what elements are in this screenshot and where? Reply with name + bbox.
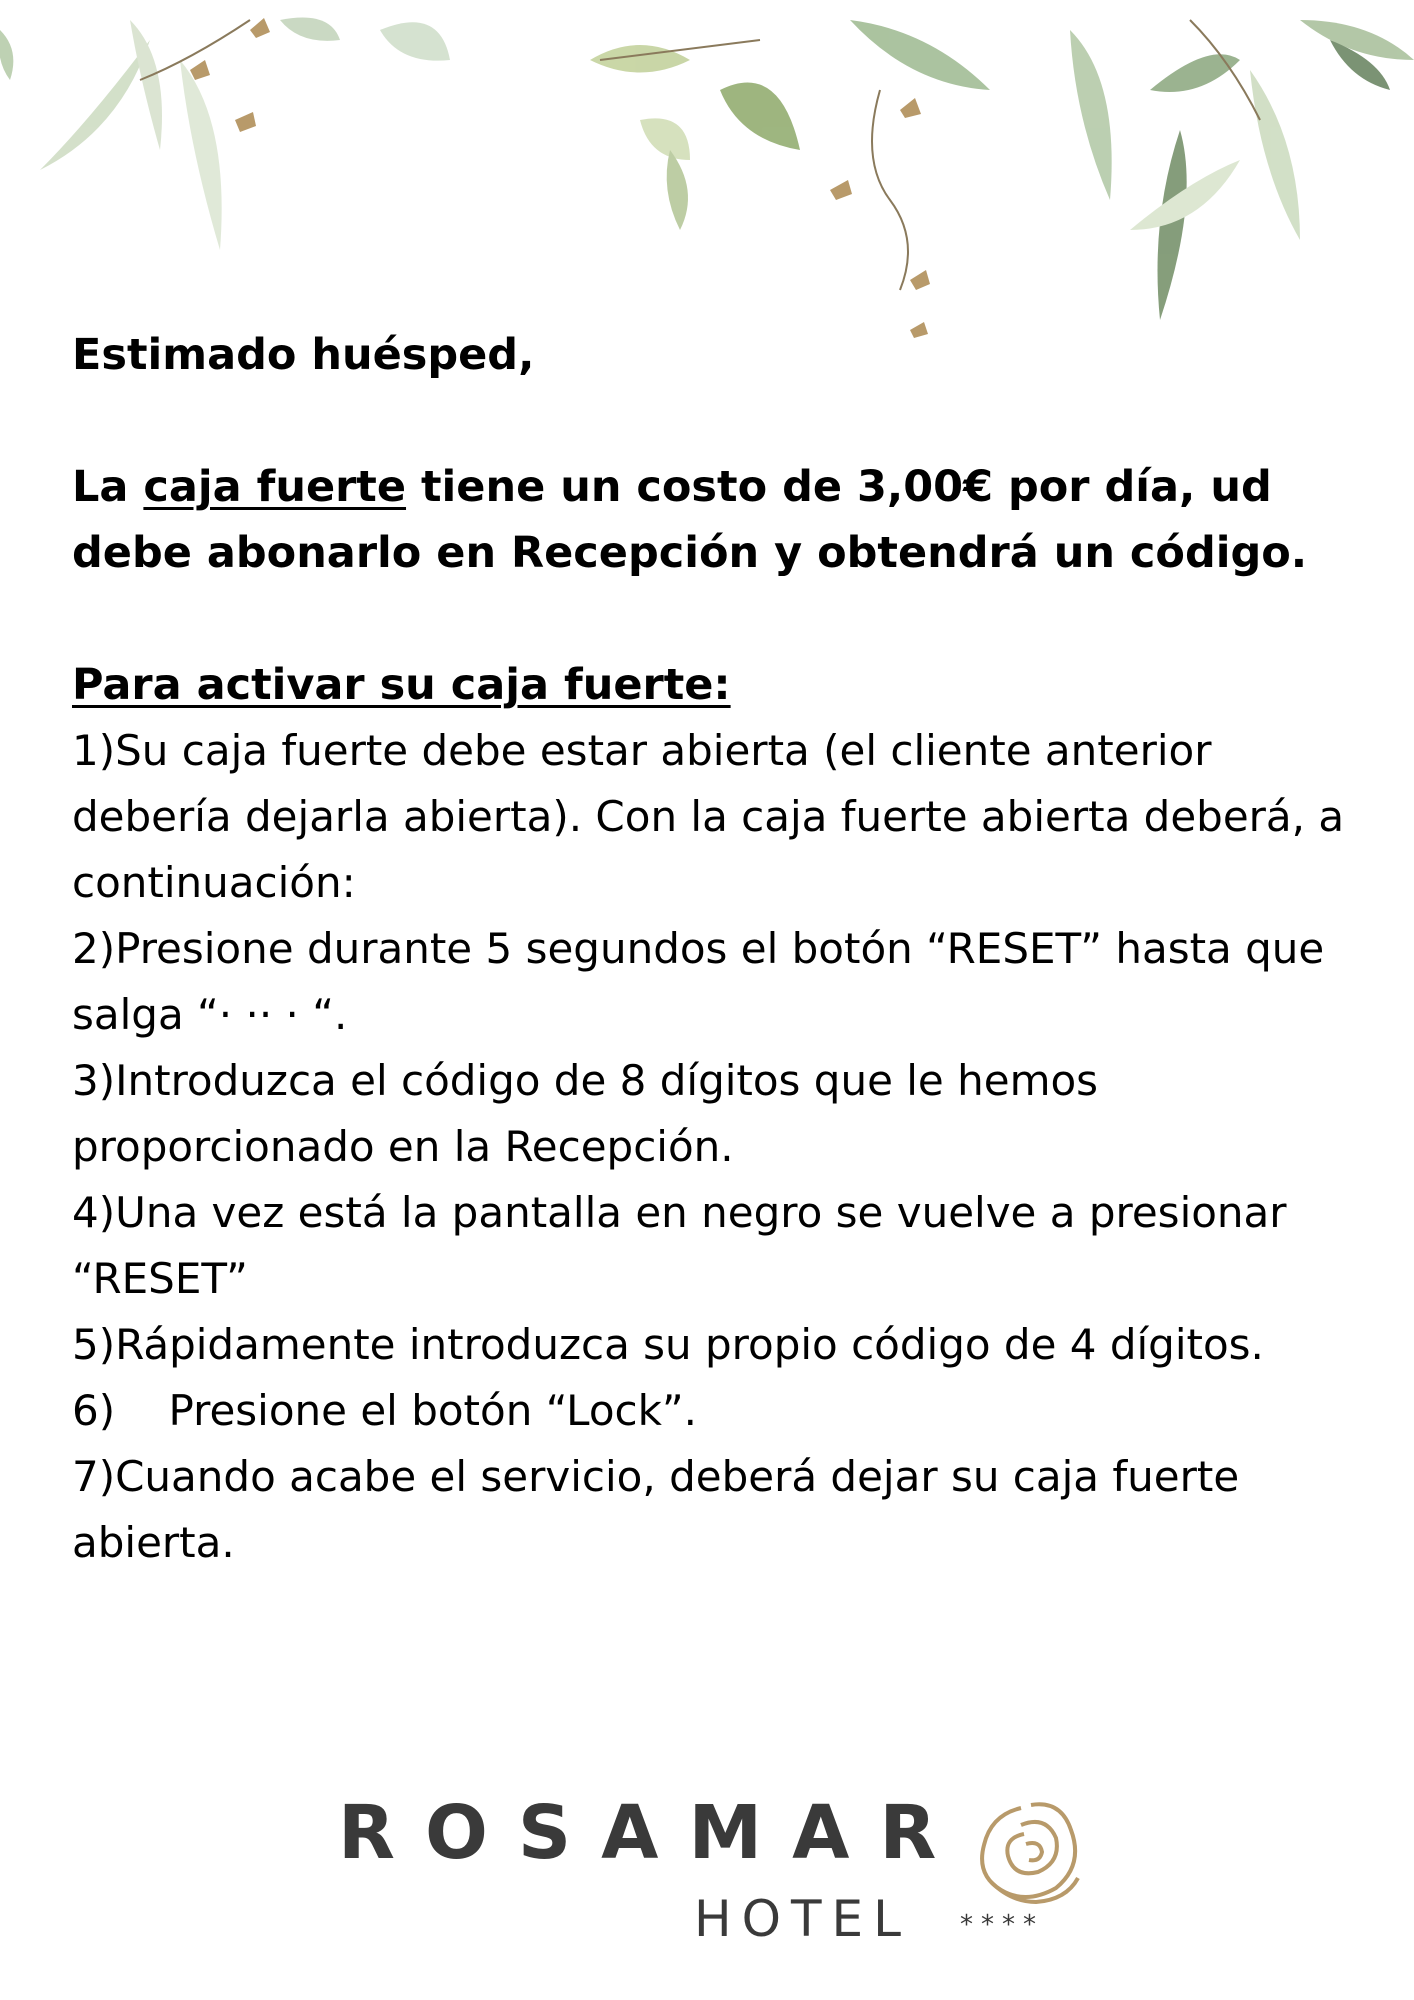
steps-list (72, 718, 1352, 1576)
rose-icon (966, 1790, 1096, 1910)
logo-stars: **** (960, 1910, 1044, 1940)
intro-prefix: La (72, 462, 144, 512)
hotel-logo (330, 1790, 1090, 1970)
step-5: 5)Rápidamente introduzca su propio código de 4 dígitos. (72, 1320, 1264, 1369)
step-7: 7)Cuando acabe el servicio, deberá dejar su caja fuerte abierta. (72, 1452, 1240, 1567)
step-6: 6) Presione el botón “Lock”. (72, 1386, 698, 1435)
logo-name: ROSAMAR (338, 1790, 967, 1876)
intro-link: caja fuerte (143, 462, 407, 512)
step-1: 1)Su caja fuerte debe estar abierta (el cliente anterior debería dejarla abierta). Con la caja fuerte abierta deberá, a continuación: (72, 726, 1345, 907)
instructions-heading: Para activar su caja fuerte: (72, 660, 731, 710)
step-4: 4)Una vez está la pantalla en negro se vuelve a presionar “RESET” (72, 1188, 1287, 1303)
foliage-decoration (0, 0, 1414, 360)
step-2: 2)Presione durante 5 segundos el botón “RESET” hasta que salga “· ·· · “. (72, 924, 1325, 1039)
step-3: 3)Introduzca el código de 8 dígitos que le hemos proporcionado en la Recepción. (72, 1056, 1099, 1171)
greeting: Estimado huésped, (72, 330, 535, 380)
intro-suffix: tiene un costo de 3,00€ por día, ud debe abonarlo en Recepción y obtendrá un código. (72, 462, 1308, 578)
letter-body (72, 322, 1352, 1576)
intro-paragraph (72, 454, 1352, 586)
logo-subtitle: HOTEL (694, 1890, 911, 1948)
